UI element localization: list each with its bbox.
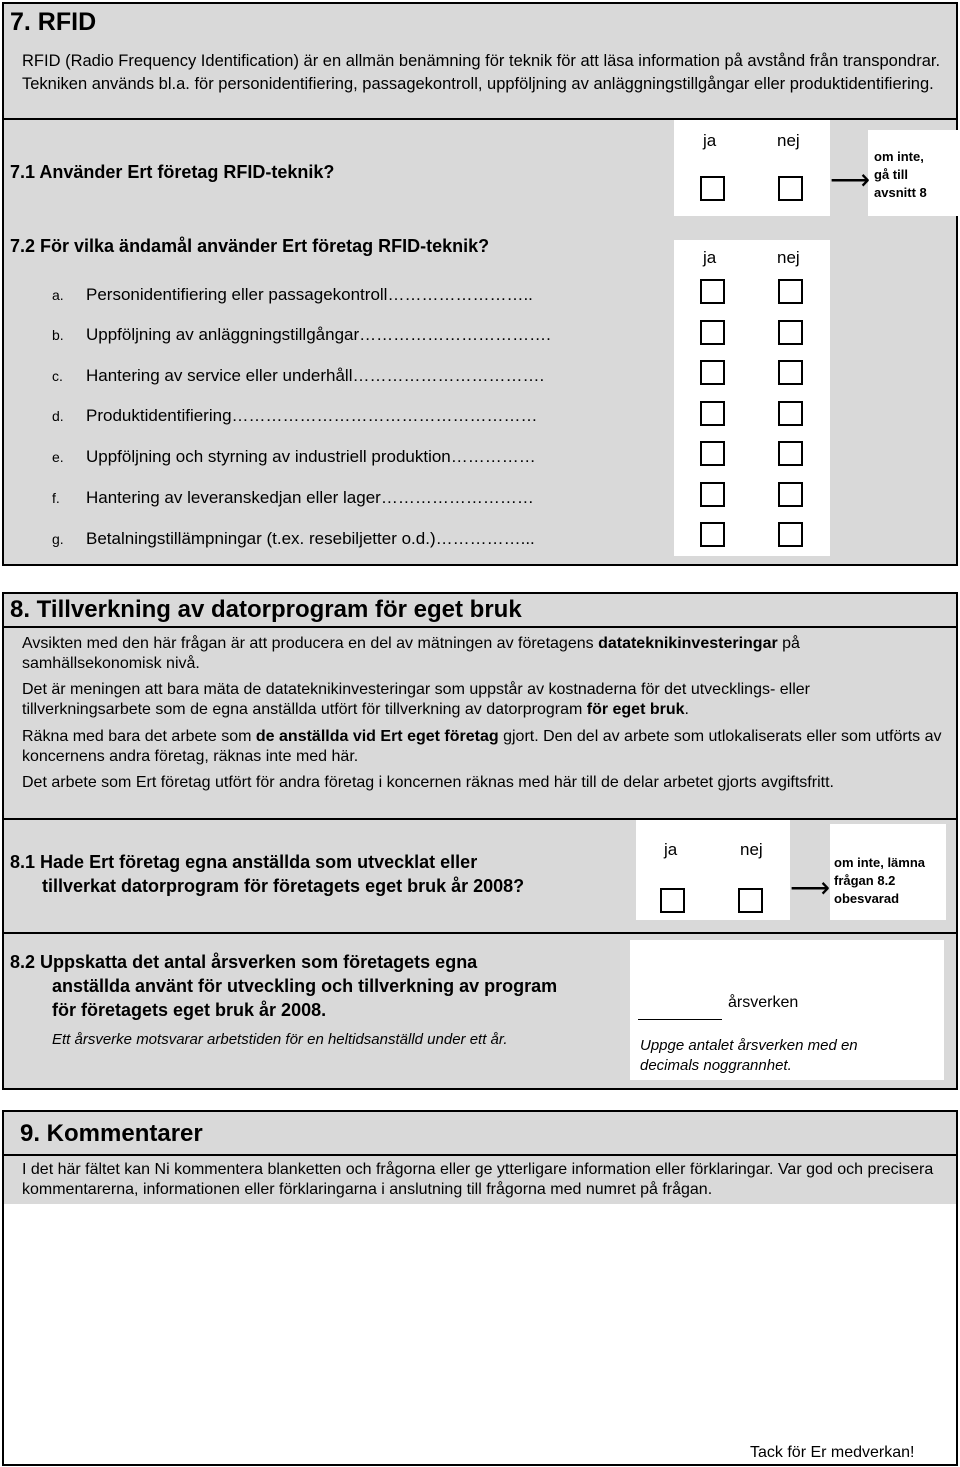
q72-c-yes-checkbox[interactable] <box>700 360 725 385</box>
section-8-paragraph-3: Räkna med bara det arbete som de anställda vid Ert eget företag gjort. Den del av arbete som utlokaliserats eller som utförts av koncernens andra företag, räknas inte med här. <box>22 728 942 765</box>
q72-item-c: c. Hantering av service eller underhåll……………………………. <box>52 366 545 385</box>
section-7-heading: 7. RFID <box>10 8 97 36</box>
section-8-paragraph-4: Det arbete som Ert företag utfört för andra företag i koncernen räknas med här till de delar arbetet gjorts avgiftsfritt. <box>22 774 834 791</box>
q72-g-yes-checkbox[interactable] <box>700 522 725 547</box>
q72-f-yes-checkbox[interactable] <box>700 482 725 507</box>
q72-yes-label: ja <box>703 248 717 267</box>
section-7-panel <box>2 2 958 566</box>
section-9-intro: I det här fältet kan Ni kommentera blanketten och frågorna eller ge ytterligare information eller förklaringar. Var god och precisera kommentarerna, informationen eller förklaringarna i anslutning till frågorna med numret på frågan. <box>22 1161 934 1198</box>
section-9-heading: 9. Kommentarer <box>20 1120 203 1147</box>
q71-yes-label: ja <box>703 131 717 150</box>
comments-textarea[interactable] <box>2 1204 958 1466</box>
q72-label: 7.2 För vilka ändamål använder Ert företag RFID-teknik? <box>10 236 490 256</box>
section-9-heading-divider <box>4 1154 956 1156</box>
q72-c-no-checkbox[interactable] <box>778 360 803 385</box>
q81-no-checkbox[interactable] <box>738 888 763 913</box>
q72-a-yes-checkbox[interactable] <box>700 279 725 304</box>
q71-skip-note: om inte, gå till avsnitt 8 <box>874 149 927 200</box>
q72-no-label: nej <box>777 248 800 267</box>
q72-item-g: g. Betalningstillämpningar (t.ex. resebiljetter o.d.)……………... <box>52 529 535 548</box>
q82-value-input[interactable] <box>638 1002 722 1020</box>
q82-note: Ett årsverke motsvarar arbetstiden för en heltidsanställd under ett år. <box>52 1031 508 1048</box>
q72-d-no-checkbox[interactable] <box>778 401 803 426</box>
section-8-divider-2 <box>4 932 956 934</box>
q72-g-no-checkbox[interactable] <box>778 522 803 547</box>
q81-skip-note: om inte, lämna frågan 8.2 obesvarad <box>834 855 926 906</box>
q81-yes-label: ja <box>664 840 678 859</box>
section-8-heading: 8. Tillverkning av datorprogram för eget bruk <box>10 596 522 623</box>
q72-item-f: f. Hantering av leveranskedjan eller lager……………………… <box>52 488 534 507</box>
q72-e-no-checkbox[interactable] <box>778 441 803 466</box>
section-8-heading-divider <box>4 626 956 628</box>
section-9-panel <box>2 1110 958 1206</box>
section-8-panel <box>2 592 958 1090</box>
q72-answer-area <box>674 240 830 556</box>
q82-hint: Uppge antalet årsverken med en decimals noggrannhet. <box>640 1037 858 1074</box>
skip-arrow-icon: ⟶ <box>830 164 871 195</box>
q82-label: 8.2 Uppskatta det antal årsverken som företagets egna anställda använt för utveckling och tillverkning av program för företagets eget bruk år 2008. <box>10 952 558 1020</box>
q72-item-a: a. Personidentifiering eller passagekontroll…………………….. <box>52 285 533 304</box>
q71-no-checkbox[interactable] <box>778 176 803 201</box>
q81-yes-checkbox[interactable] <box>660 888 685 913</box>
q72-f-no-checkbox[interactable] <box>778 482 803 507</box>
q71-no-label: nej <box>777 131 800 150</box>
q71-label: 7.1 Använder Ert företag RFID-teknik? <box>10 162 335 182</box>
section-8-paragraph-1: Avsikten med den här frågan är att producera en del av mätningen av företagens datateknikinvesteringar på samhällsekonomisk nivå. <box>22 635 800 672</box>
q72-b-yes-checkbox[interactable] <box>700 320 725 345</box>
section-7-intro: RFID (Radio Frequency Identification) är en allmän benämning för teknik för att läsa information på avstånd från transpondrar. Tekniken används bl.a. för personidentifiering, passagekontroll, uppföljning av anläggningstillgångar eller produktidentifiering. <box>22 52 941 93</box>
q72-item-d: d. Produktidentifiering……………………………………………… <box>52 406 538 425</box>
q72-a-no-checkbox[interactable] <box>778 279 803 304</box>
q72-item-b: b. Uppföljning av anläggningstillgångar……………………………. <box>52 325 551 344</box>
q72-d-yes-checkbox[interactable] <box>700 401 725 426</box>
q72-e-yes-checkbox[interactable] <box>700 441 725 466</box>
q82-unit-label: årsverken <box>728 994 799 1011</box>
q71-yes-checkbox[interactable] <box>700 176 725 201</box>
skip-arrow-icon: ⟶ <box>790 872 831 903</box>
q72-item-e: e. Uppföljning och styrning av industriell produktion…………… <box>52 447 536 466</box>
section-8-divider-1 <box>4 818 956 820</box>
q81-label: 8.1 Hade Ert företag egna anställda som utvecklat eller tillverkat datorprogram för företagets eget bruk år 2008? <box>10 852 525 896</box>
q81-no-label: nej <box>740 840 763 859</box>
section-8-paragraph-2: Det är meningen att bara mäta de datateknikinvesteringar som uppstår av kostnaderna för det utvecklings- eller tillverkningsarbete som de egna anställda utfört för tillverkning av datorprogram för eget bruk. <box>22 681 810 718</box>
thanks-note: Tack för Er medverkan! <box>750 1444 915 1461</box>
q71-answer-area <box>674 120 830 216</box>
q72-b-no-checkbox[interactable] <box>778 320 803 345</box>
